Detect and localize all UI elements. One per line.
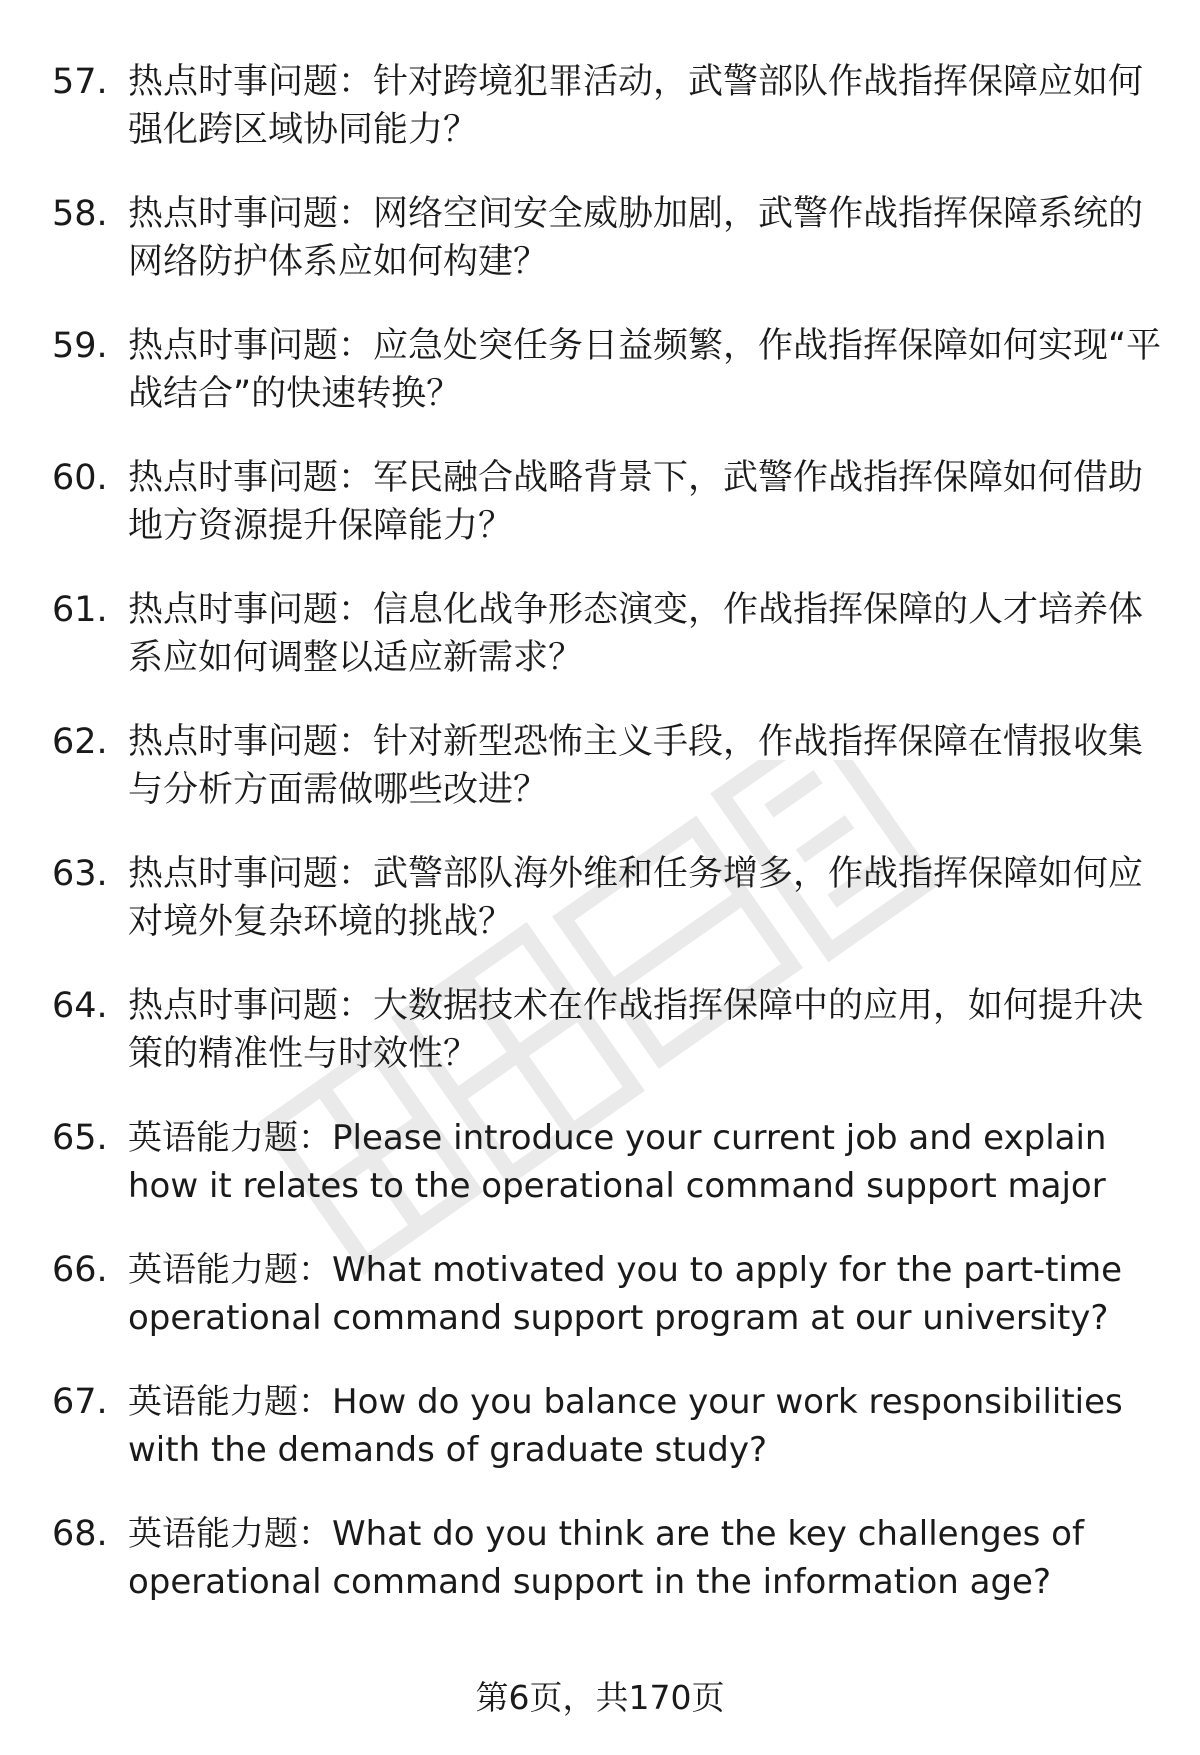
question-number: 61. [52, 590, 108, 630]
question-number: 59. [52, 326, 108, 366]
question-item [52, 850, 1162, 982]
question-list [52, 58, 1162, 1642]
question-text: 热点时事问题：军民融合战略背景下，武警作战指挥保障如何借助地方资源提升保障能力？ [128, 458, 1144, 546]
question-number: 67. [52, 1382, 108, 1422]
question-item [52, 1246, 1162, 1378]
question-item [52, 1114, 1162, 1246]
question-item [52, 1378, 1162, 1510]
question-text: 热点时事问题：针对新型恐怖主义手段，作战指挥保障在情报收集与分析方面需做哪些改进？ [128, 722, 1144, 810]
page-footer [0, 1676, 1200, 1720]
question-text: 热点时事问题：大数据技术在作战指挥保障中的应用，如何提升决策的精准性与时效性？ [128, 986, 1144, 1074]
question-text: 英语能力题：What do you think are the key challenges of operational command support in the information age? [128, 1514, 1084, 1602]
question-item [52, 454, 1162, 586]
question-item [52, 1510, 1162, 1642]
question-item [52, 190, 1162, 322]
question-text: 英语能力题：How do you balance your work responsibilities with the demands of graduate study? [128, 1382, 1123, 1470]
question-text: 英语能力题：What motivated you to apply for the part-time operational command support program at our university? [128, 1250, 1123, 1338]
question-number: 63. [52, 854, 108, 894]
question-number: 64. [52, 986, 108, 1026]
question-item [52, 982, 1162, 1114]
question-number: 66. [52, 1250, 108, 1290]
question-text: 热点时事问题：武警部队海外维和任务增多，作战指挥保障如何应对境外复杂环境的挑战？ [128, 854, 1144, 942]
question-item [52, 718, 1162, 850]
question-number: 58. [52, 194, 108, 234]
question-text: 热点时事问题：针对跨境犯罪活动，武警部队作战指挥保障应如何强化跨区域协同能力？ [128, 62, 1144, 150]
question-item [52, 322, 1162, 454]
question-number: 62. [52, 722, 108, 762]
question-text: 热点时事问题：信息化战争形态演变，作战指挥保障的人才培养体系应如何调整以适应新需求？ [128, 590, 1144, 678]
question-number: 57. [52, 62, 108, 102]
question-item [52, 58, 1162, 190]
question-number: 68. [52, 1514, 108, 1554]
question-number: 65. [52, 1118, 108, 1158]
question-item [52, 586, 1162, 718]
question-text: 热点时事问题：网络空间安全威胁加剧，武警作战指挥保障系统的网络防护体系应如何构建？ [128, 194, 1144, 282]
page-number-label: 第6页，共170页 [475, 1678, 725, 1717]
question-number: 60. [52, 458, 108, 498]
question-text: 热点时事问题：应急处突任务日益频繁，作战指挥保障如何实现“平战结合”的快速转换？ [128, 326, 1162, 414]
question-text: 英语能力题：Please introduce your current job and explain how it relates to the operational command support major [128, 1118, 1107, 1206]
